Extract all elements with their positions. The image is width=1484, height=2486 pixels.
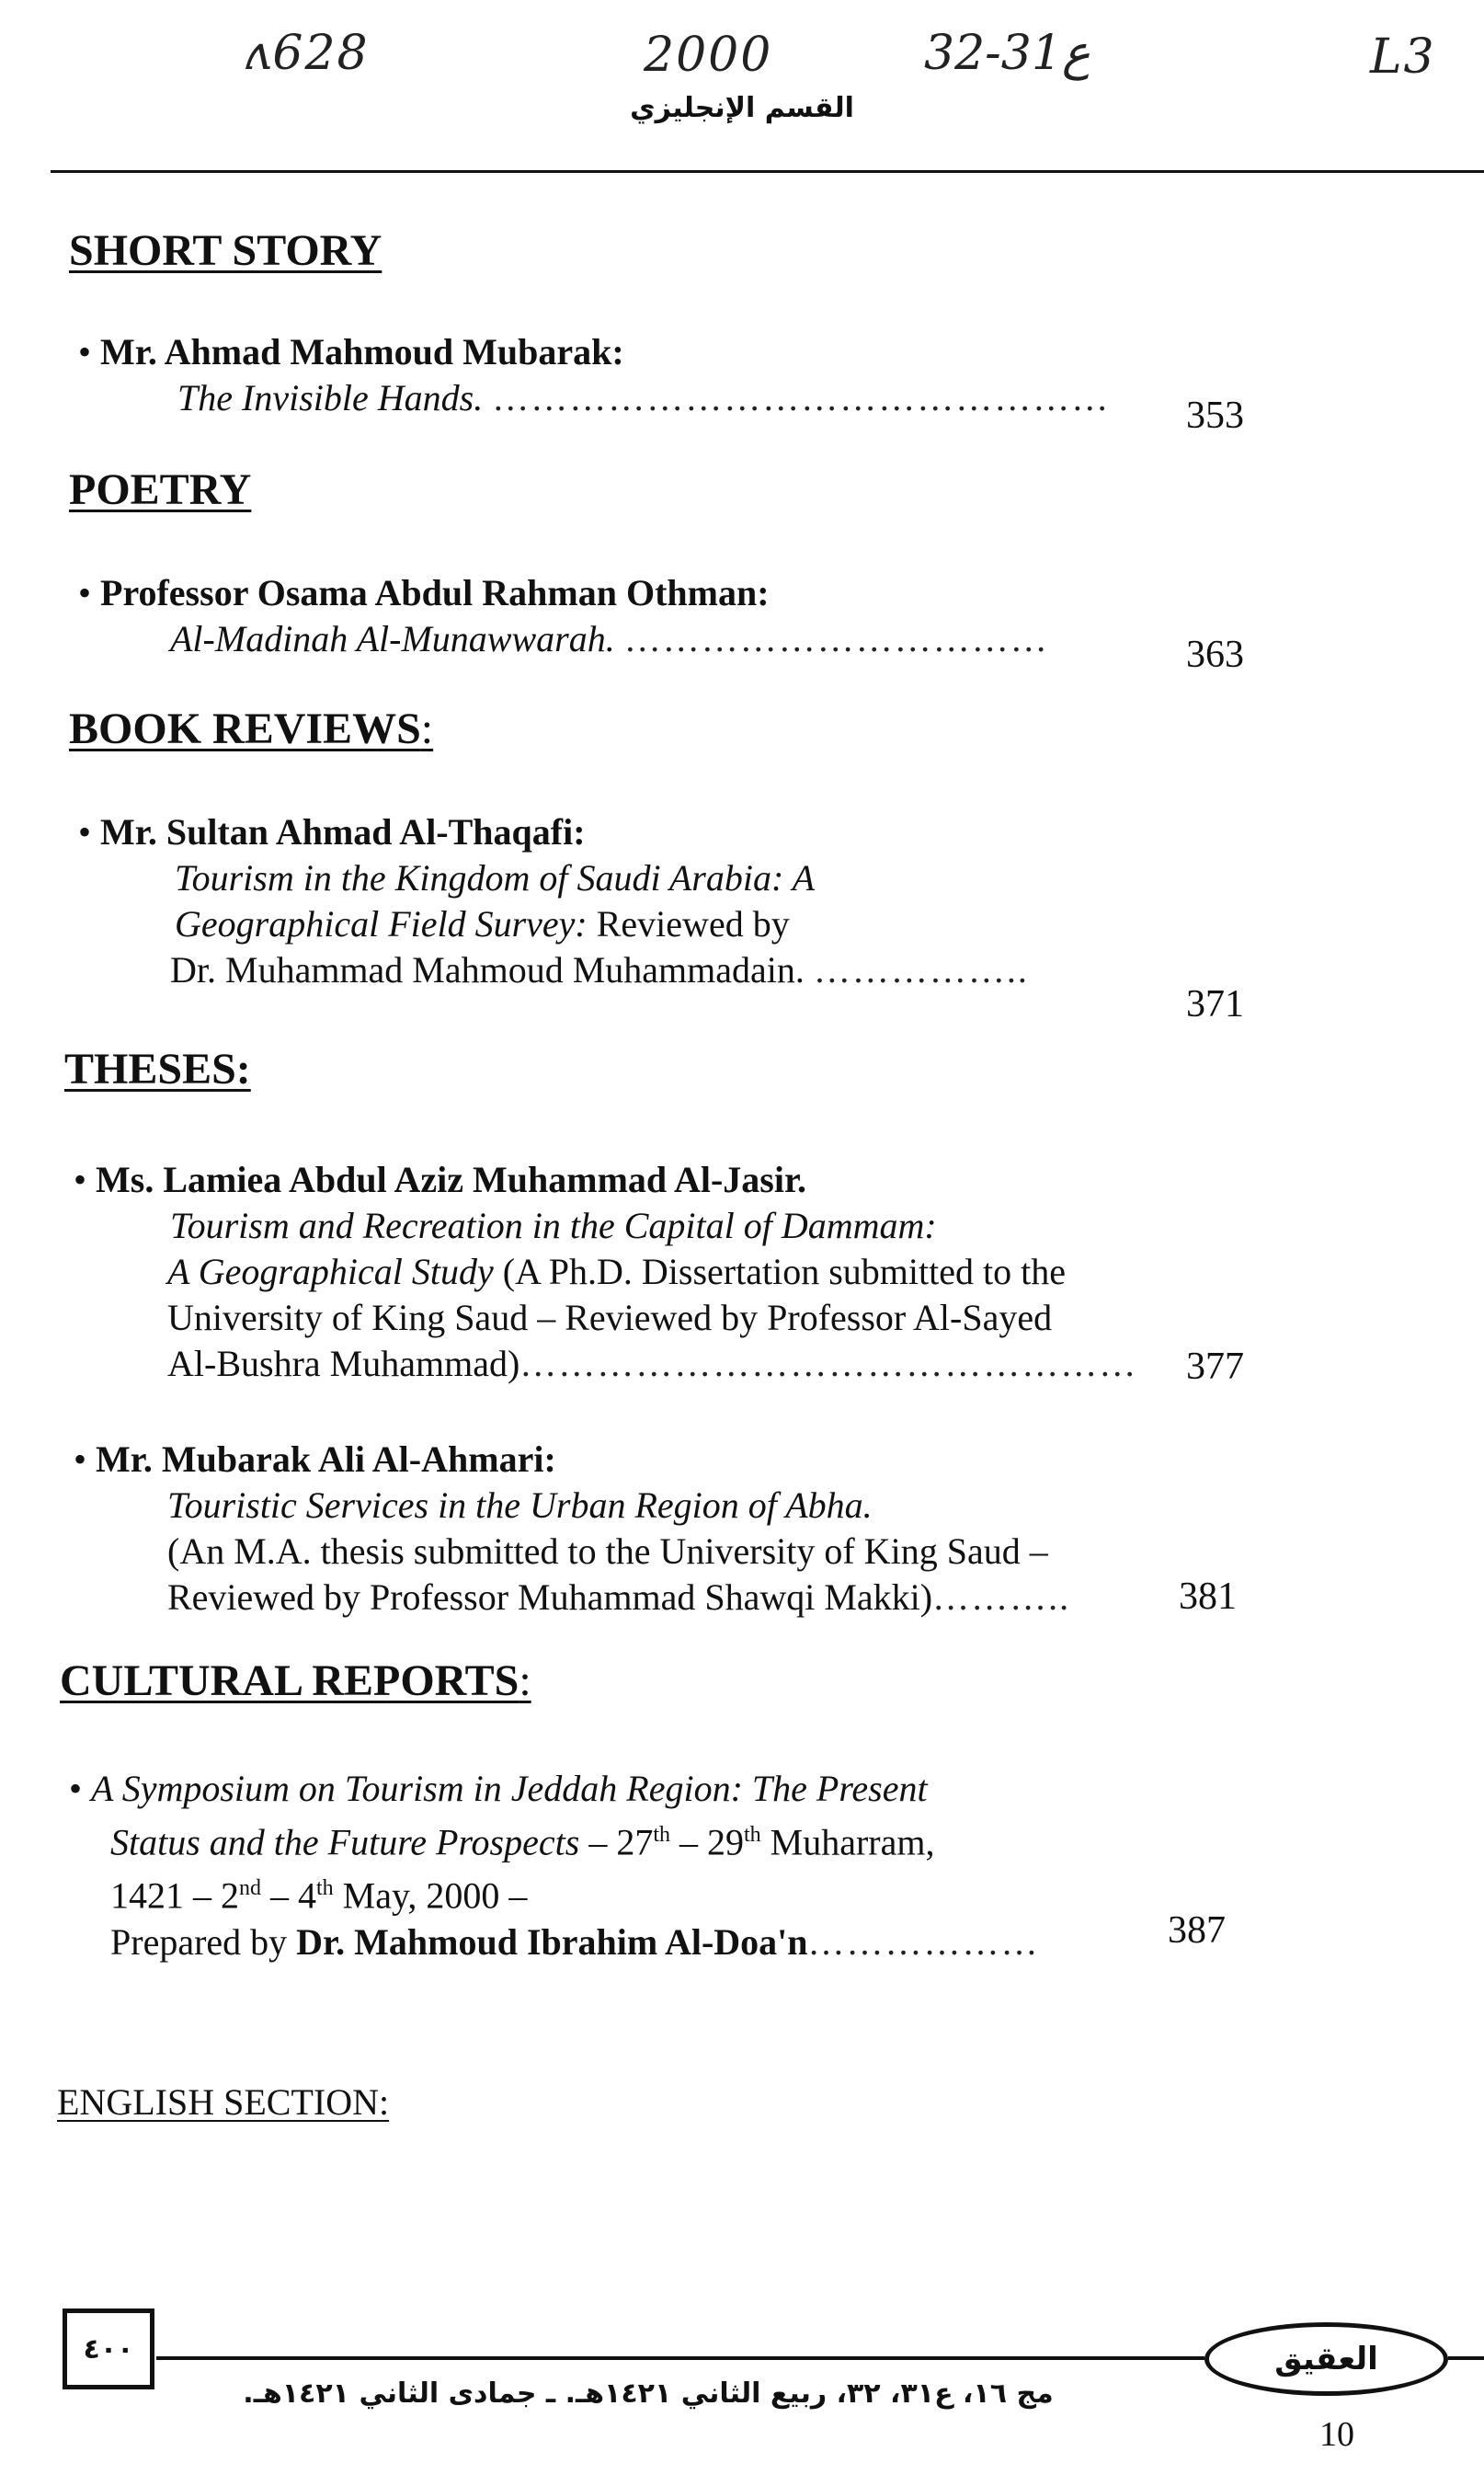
entry-title-line: A Symposium on Tourism in Jeddah Region: The Present — [91, 1768, 928, 1809]
leader-dots: ………………………………………… — [519, 1343, 1138, 1384]
section-title-cultural-reports: CULTURAL REPORTS: — [60, 1656, 531, 1705]
entry-page-number: 377 — [1186, 1346, 1244, 1388]
handwritten-mark: L3 — [1370, 29, 1436, 85]
footer-divider-right — [1448, 2356, 1484, 2360]
toc-entry — [78, 329, 1255, 421]
entry-page-number: 387 — [1168, 1909, 1226, 1952]
entry-title: Al-Madinah Al-Munawwarah. — [170, 618, 615, 659]
entry-page-number: 381 — [1179, 1575, 1237, 1618]
entry-author: Dr. Mahmoud Ibrahim Al-Doa'n — [296, 1920, 808, 1963]
entry-title-line: Touristic Services in the Urban Region of Abha. — [167, 1484, 873, 1526]
english-section-label: ENGLISH SECTION: — [57, 2081, 390, 2123]
entry-author: Ms. Lamiea Abdul Aziz Muhammad Al-Jasir. — [96, 1159, 807, 1200]
toc-entry: • Mr. Mubarak Ali Al-Ahmari: Touristic Services in the Urban Region of Abha. (An M.A. thesis submitted to the University of King Saud – Reviewed by Professor Muhammad Shawqi Makki)……….. — [74, 1437, 1269, 1621]
bullet-icon: • — [69, 1768, 92, 1809]
arabic-page-number-box: ٤٠٠ — [63, 2308, 154, 2389]
entry-author: Mr. Ahmad Mahmoud Mubarak: — [100, 331, 624, 372]
handwritten-issue: ع31-32 — [924, 26, 1090, 81]
toc-entry — [78, 570, 1255, 662]
bullet-icon: • — [74, 1438, 97, 1480]
arabic-section-heading: القسم الإنجليزي — [630, 92, 854, 124]
footer-divider — [156, 2356, 1204, 2360]
leader-dots: ……….. — [932, 1576, 1071, 1618]
toc-entry: • Mr. Sultan Ahmad Al-Thaqafi: Tourism in the Kingdom of Saudi Arabia: A Geographical Field Survey: Reviewed by Dr. Muhammad Mahmoud Muhammadain. …………….. — [78, 809, 1255, 993]
entry-author: Mr. Sultan Ahmad Al-Thaqafi: — [100, 811, 586, 853]
bullet-icon: • — [78, 572, 101, 613]
entry-title-line: Tourism and Recreation in the Capital of Dammam: — [170, 1205, 937, 1246]
handwritten-catalog-number: ʌ628 — [244, 26, 370, 81]
bullet-icon: • — [78, 331, 101, 372]
footer-issue-info: مج ١٦، ع٣١، ٣٢، ربيع الثاني ١٤٢١هـ. ـ جمادى الثاني ١٤٢١هـ. — [243, 2377, 1054, 2410]
header-divider — [51, 170, 1484, 173]
leader-dots: ………………………………………… — [492, 377, 1111, 418]
entry-reviewer: Dr. Muhammad Mahmoud Muhammadain. — [170, 949, 805, 991]
journal-logo: العقيق — [1204, 2322, 1448, 2396]
toc-entry: • A Symposium on Tourism in Jeddah Region: The Present Status and the Future Prospects – 27th – 29th Muharram, 1421 – 2nd – 4th May, 2000 – Prepared by Dr. Mahmoud Ibrahim Al-Doa'n……………… — [69, 1768, 1040, 1963]
bullet-icon: • — [78, 811, 101, 853]
footer-page-number: 10 — [1319, 2415, 1354, 2454]
entry-title-line: Tourism in the Kingdom of Saudi Arabia: A — [175, 857, 816, 899]
section-title-short-story: SHORT STORY — [69, 226, 382, 275]
entry-page-number: 363 — [1186, 634, 1244, 676]
entry-title: The Invisible Hands. — [177, 377, 484, 418]
handwritten-year: 2000 — [644, 28, 773, 83]
bullet-icon: • — [74, 1159, 97, 1200]
toc-entry: • Ms. Lamiea Abdul Aziz Muhammad Al-Jasir. Tourism and Recreation in the Capital of Dammam: A Geographical Study (A Ph.D. Dissertation submitted to the University of King Saud – Reviewed by Professor Al-Sayed Al-Bushra Muhammad)………………………………………… — [74, 1157, 1269, 1387]
entry-author: Mr. Mubarak Ali Al-Ahmari: — [96, 1438, 556, 1480]
leader-dots: …………………………… — [623, 618, 1049, 659]
section-title-book-reviews: BOOK REVIEWS: — [69, 705, 434, 753]
section-title-poetry: POETRY — [69, 465, 252, 514]
entry-page-number: 371 — [1186, 983, 1244, 1025]
leader-dots: ……………… — [807, 1920, 1040, 1963]
leader-dots: …………….. — [813, 949, 1029, 991]
section-title-theses: THESES: — [64, 1045, 251, 1094]
entry-page-number: 353 — [1186, 395, 1244, 437]
entry-author: Professor Osama Abdul Rahman Othman: — [100, 572, 770, 613]
